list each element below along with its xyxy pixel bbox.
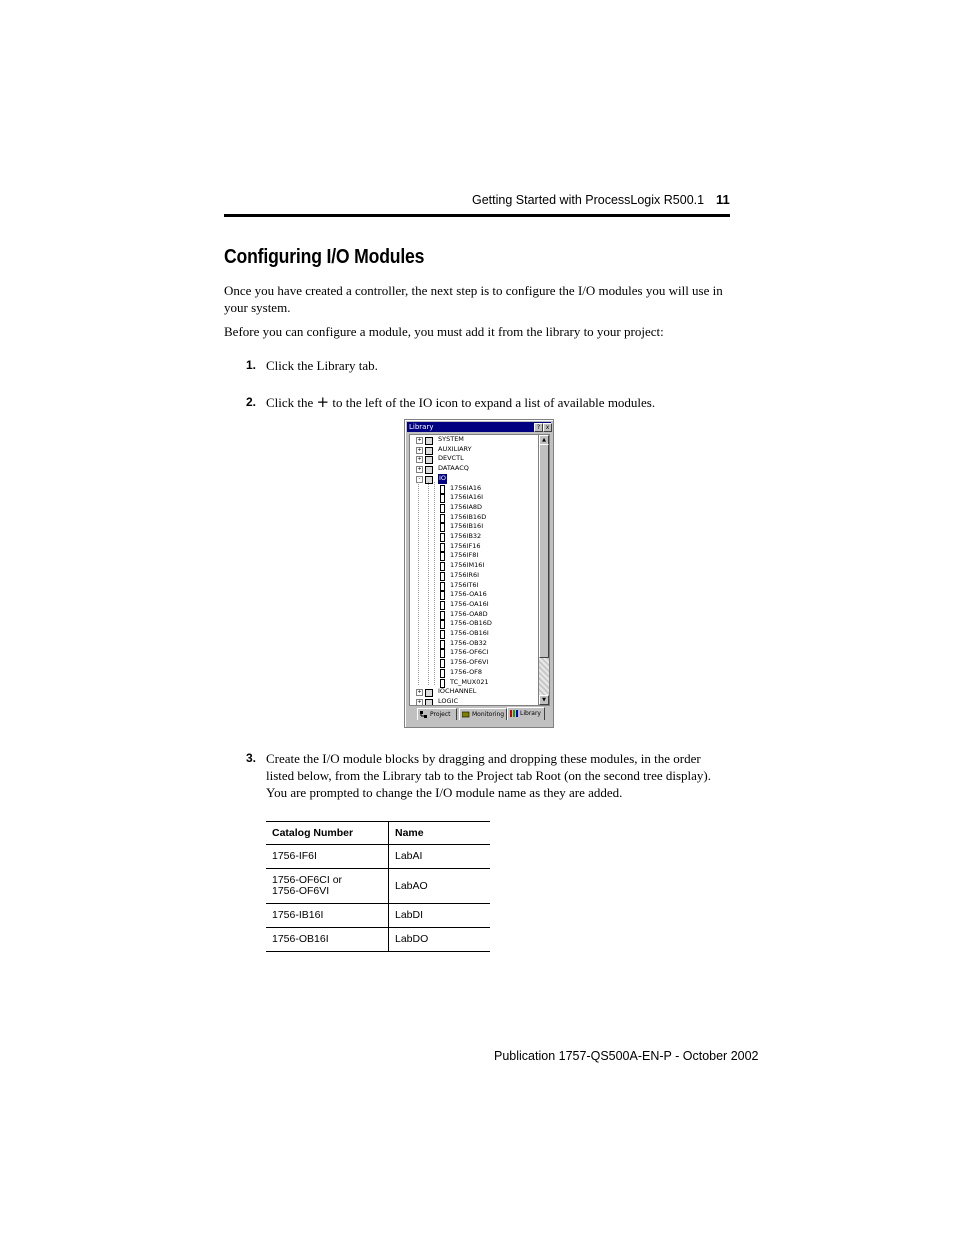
tree-module-item[interactable] (410, 619, 539, 629)
expand-icon[interactable]: + (417, 456, 422, 463)
catalog-cell: 1756-IF6I (266, 845, 389, 869)
tree-item-label: 1756IB16I (450, 522, 484, 531)
tree-folder-item[interactable] (410, 435, 539, 445)
tree-item-label: 1756IA8D (450, 502, 483, 511)
tree-item-label: 1756-OA16I (450, 599, 489, 608)
tree-item-label: 1756-OF6VI (450, 658, 489, 667)
tree-item-label: AUXILIARY (438, 444, 472, 453)
step-text: Click the Library tab. (266, 358, 378, 373)
tree-module-item[interactable] (410, 581, 539, 591)
name-cell: LabAO (389, 869, 491, 904)
tree-item-label: LOGIC (438, 696, 458, 705)
module-icon (440, 591, 445, 600)
tab-monitoring[interactable] (459, 708, 507, 720)
library-tree[interactable] (409, 434, 540, 706)
tree-item-label: 1756IF16 (450, 541, 481, 550)
module-icon (440, 485, 445, 494)
tree-module-item[interactable] (410, 513, 539, 523)
project-tab-icon (420, 711, 428, 718)
table-row (266, 904, 490, 928)
tree-item-label: 1756IM16I (450, 561, 485, 570)
name-cell: LabAI (389, 845, 491, 869)
tree-item-label: 1756-OA8D (450, 609, 488, 618)
tab-project-label: Project (430, 711, 451, 718)
module-icon (440, 523, 445, 532)
step-text-after: to the left of the IO icon to expand a list of available modules. (332, 395, 656, 410)
table-row (266, 845, 490, 869)
step-text (266, 394, 732, 411)
step-number: 2. (246, 395, 257, 409)
collapse-icon[interactable]: - (416, 476, 423, 483)
table-header-row (266, 822, 490, 845)
name-cell: LabDO (389, 928, 491, 952)
scroll-up-icon[interactable]: ▲ (539, 435, 549, 445)
module-icon (440, 494, 445, 503)
tree-connector-line (418, 482, 419, 686)
tree-item-label: 1756IB32 (450, 532, 482, 540)
tree-module-item[interactable] (410, 590, 539, 600)
module-icon (440, 582, 445, 591)
library-title-bar (407, 422, 551, 432)
section-title: Configuring I/O Modules (224, 246, 425, 268)
running-title: Getting Started with ProcessLogix R500.1 (472, 193, 705, 207)
tree-item-label: 1756-OB16D (450, 619, 492, 628)
expand-icon[interactable]: + (417, 446, 422, 453)
library-tab-icon (510, 710, 518, 717)
catalog-cell: 1756-OF6CI or 1756-OF6VI (266, 869, 389, 904)
tree-folder-item[interactable] (410, 697, 539, 706)
column-header-name: Name (389, 822, 491, 845)
tree-module-item[interactable] (410, 648, 539, 658)
table-row (266, 928, 490, 952)
plus-icon: + (316, 393, 330, 411)
module-icon (440, 630, 445, 639)
tree-module-item[interactable] (410, 561, 539, 571)
tree-module-item[interactable] (410, 600, 539, 610)
module-table (266, 821, 490, 952)
tree-item-label: 1756-OF6CI (450, 648, 489, 657)
library-window (404, 419, 554, 728)
module-icon (440, 504, 445, 513)
tree-item-label: IO (439, 473, 447, 482)
module-icon (440, 649, 445, 658)
tree-module-item[interactable] (410, 493, 539, 503)
module-icon (440, 640, 445, 649)
name-cell: LabDI (389, 904, 491, 928)
tree-folder-item[interactable] (410, 464, 539, 474)
scroll-down-icon[interactable]: ▼ (539, 695, 549, 705)
table-row (266, 869, 490, 904)
tree-folder-item[interactable] (410, 687, 539, 697)
step-text-before: Click the (266, 395, 314, 410)
catalog-cell: 1756-IB16I (266, 904, 389, 928)
tree-module-item[interactable] (410, 522, 539, 532)
tree-item-label: 1756-OA16 (450, 590, 487, 599)
module-icon (440, 659, 445, 668)
help-icon[interactable]: ? (534, 423, 543, 432)
tree-module-item[interactable] (410, 629, 539, 639)
tree-item-label: 1756IB16D (450, 512, 487, 521)
tree-module-item[interactable] (410, 658, 539, 668)
module-icon (440, 669, 445, 678)
step-text: Create the I/O module blocks by dragging and dropping these modules, in the order listed below, from the Library tab to the Project tab Root (on the second tree display). You are prompted to change the I/O module name as they are added. (266, 751, 712, 800)
tree-item-label: 1756IA16I (450, 493, 484, 502)
tree-item-label: 1756IR6I (450, 570, 480, 579)
tree-item-label: 1756IA16 (450, 483, 482, 492)
tab-library[interactable] (507, 707, 545, 720)
tree-item-label: 1756IF8I (450, 551, 479, 560)
module-icon (440, 552, 445, 561)
catalog-cell: 1756-OB16I (266, 928, 389, 952)
step-number: 1. (246, 358, 257, 372)
module-icon (440, 514, 445, 523)
tree-item-label: TC_MUX021 (450, 677, 489, 686)
tree-item-label: IOCHANNEL (438, 687, 477, 696)
tree-module-item[interactable] (410, 610, 539, 620)
tree-module-item[interactable] (410, 542, 539, 552)
module-icon (440, 601, 445, 610)
module-icon (440, 543, 445, 552)
tree-module-item[interactable] (410, 503, 539, 513)
library-scrollbar[interactable] (538, 434, 550, 706)
tree-item-label: 1756-OF8 (450, 667, 483, 676)
tree-item-label: DEVCTL (438, 454, 464, 463)
tree-module-item[interactable] (410, 678, 539, 688)
tree-folder-item[interactable] (410, 445, 539, 455)
page-number: 11 (716, 192, 730, 207)
module-icon (440, 533, 445, 542)
tree-item-label: DATAACQ (438, 464, 469, 473)
folder-icon (425, 699, 433, 706)
expand-icon[interactable]: + (417, 437, 422, 443)
tree-module-item[interactable] (410, 639, 539, 649)
module-icon (440, 562, 445, 571)
scroll-thumb[interactable] (539, 444, 549, 658)
tree-folder-item[interactable] (410, 474, 539, 484)
expand-icon[interactable]: + (417, 698, 422, 705)
tree-module-item[interactable] (410, 484, 539, 494)
tree-connector-line (434, 482, 435, 686)
tab-library-label: Library (520, 710, 541, 717)
tab-project[interactable] (417, 708, 457, 720)
tree-module-item[interactable] (410, 532, 539, 542)
column-header-catalog: Catalog Number (266, 822, 389, 845)
header-rule (224, 214, 730, 217)
module-icon (440, 611, 445, 620)
tree-module-item[interactable] (410, 668, 539, 678)
tree-module-item[interactable] (410, 571, 539, 581)
module-icon (440, 679, 445, 688)
tree-item-label: SYSTEM (438, 435, 464, 443)
expand-icon[interactable]: + (417, 689, 422, 696)
lead-paragraph: Before you can configure a module, you must add it from the library to your project: (224, 324, 664, 339)
publication-footer: Publication 1757-QS500A-EN-P - October 2002 (494, 1049, 759, 1063)
tree-module-item[interactable] (410, 551, 539, 561)
monitoring-tab-icon (462, 711, 470, 718)
step-number: 3. (246, 751, 257, 765)
tree-item-label: 1756-OB32 (450, 638, 487, 647)
tree-item-label: 1756-OB16I (450, 629, 489, 637)
module-icon (440, 572, 445, 581)
library-title: Library (409, 423, 434, 431)
tree-folder-item[interactable] (410, 454, 539, 464)
expand-icon[interactable]: + (417, 466, 422, 473)
tree-item-label: 1756IT6I (450, 580, 479, 589)
module-icon (440, 620, 445, 629)
tree-connector-line (428, 482, 429, 686)
close-icon[interactable]: x (543, 423, 552, 432)
intro-paragraph: Once you have created a controller, the next step is to configure the I/O modules you will use in your system. (224, 283, 723, 315)
tab-monitoring-label: Monitoring (472, 711, 505, 718)
